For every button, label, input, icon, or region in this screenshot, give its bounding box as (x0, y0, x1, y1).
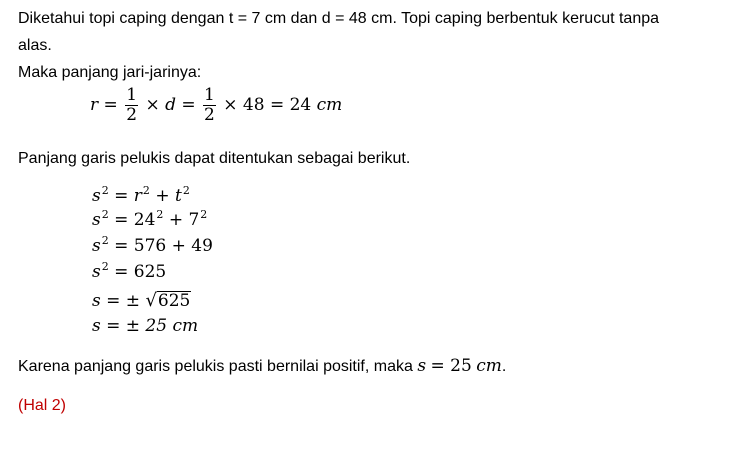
step-5-lhs: s = ± (92, 291, 141, 311)
fraction-half (125, 86, 138, 125)
page-reference: (Hal 2) (18, 397, 67, 414)
step-2-7-exp: 2 (200, 208, 208, 221)
step-4-lhs: s (92, 262, 101, 282)
step-2-7: + 7 (168, 210, 200, 230)
step-1-t: + t (155, 186, 182, 206)
step-5-radicand: 625 (157, 291, 191, 311)
fraction-numerator-second: 1 (204, 85, 215, 105)
conclusion-text: Karena panjang garis pelukis pasti bernilai positif, maka (18, 358, 413, 375)
fraction-half-second (203, 86, 216, 125)
step-1-t-exp: 2 (182, 184, 190, 197)
conclusion-eq: = 25 (430, 356, 472, 376)
step-1 (92, 186, 190, 206)
step-4-lhs-exp: 2 (101, 260, 109, 273)
fraction-denominator-second: 2 (204, 105, 215, 125)
paragraph-intro-continuation: alas. (18, 37, 52, 54)
step-1-lhs: s (92, 186, 101, 206)
step-6 (92, 316, 198, 336)
step-2-lhs: s (92, 210, 101, 230)
step-4 (92, 262, 166, 282)
radius-symbol: r (90, 95, 99, 115)
paragraph-slant-heading: Panjang garis pelukis dapat ditentukan sebagai berikut. (18, 150, 411, 167)
step-6-unit: cm (172, 316, 199, 336)
step-2-lhs-exp: 2 (101, 208, 109, 221)
step-3-rhs: = 576 + 49 (114, 236, 213, 256)
equals-sign: = (103, 95, 118, 115)
step-5 (92, 290, 191, 311)
step-4-rhs: = 625 (114, 262, 167, 282)
sqrt-radical-icon: √ (145, 290, 157, 311)
conclusion (18, 356, 506, 376)
paragraph-intro: Diketahui topi caping dengan t = 7 cm dan d = 48 cm. Topi caping berbentuk kerucut tanpa (18, 10, 660, 27)
step-1-r: = r (114, 186, 142, 206)
step-1-r-exp: 2 (142, 184, 150, 197)
step-1-lhs-exp: 2 (101, 184, 109, 197)
step-2 (92, 210, 207, 230)
step-3-lhs-exp: 2 (101, 234, 109, 247)
fraction-numerator: 1 (126, 85, 138, 105)
fraction-denominator: 2 (126, 105, 138, 125)
conclusion-s: s (417, 356, 427, 376)
step-2-24: = 24 (114, 210, 156, 230)
radius-unit: cm (316, 95, 343, 115)
times-48-result: × 48 = 24 (223, 95, 312, 115)
times-d: × d = (145, 95, 196, 115)
radius-equation (90, 86, 342, 125)
step-6-lhs: s = ± 25 (92, 316, 168, 336)
paragraph-radius-heading: Maka panjang jari-jarinya: (18, 64, 202, 81)
step-2-24-exp: 2 (156, 208, 164, 221)
step-3-lhs: s (92, 236, 101, 256)
conclusion-unit: cm (476, 356, 502, 376)
step-3 (92, 236, 213, 256)
conclusion-period: . (501, 358, 507, 375)
